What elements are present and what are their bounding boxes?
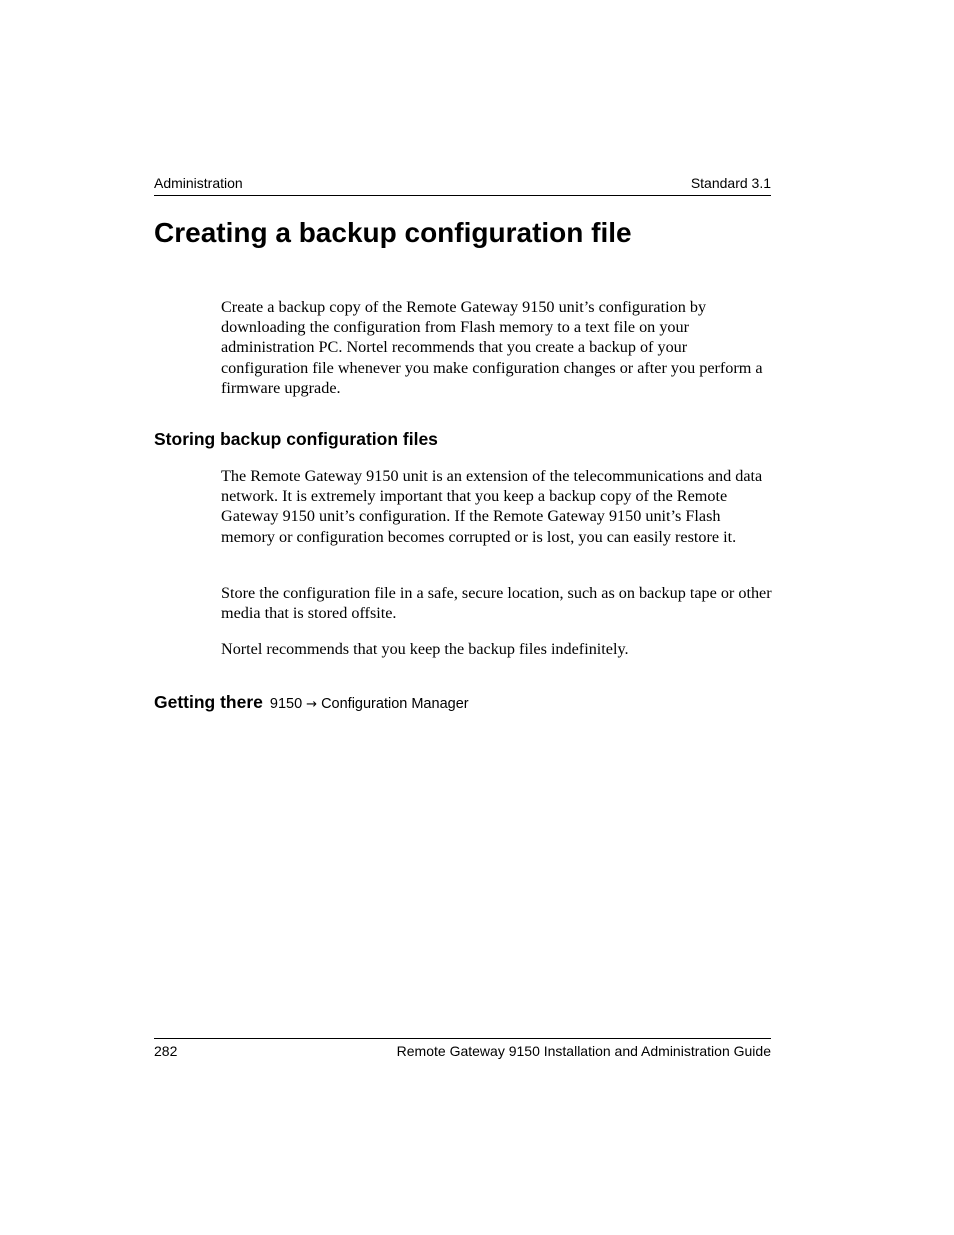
intro-paragraph: Create a backup copy of the Remote Gateway 9150 unit’s configuration by downloading the configuration from Flash memory to a text file on your administration PC. Nortel recommends that you create a backup of your configuration file whenever you make configuration changes or after you perform a firmware upgrade. bbox=[221, 298, 763, 397]
getting-there-block bbox=[154, 692, 469, 713]
header-section-name: Administration bbox=[154, 175, 243, 191]
path-end: Configuration Manager bbox=[321, 696, 469, 712]
header-standard-version: Standard 3.1 bbox=[690, 175, 771, 191]
getting-there-label: Getting there bbox=[154, 692, 263, 712]
page-title: Creating a backup configuration file bbox=[154, 217, 632, 248]
guide-title: Remote Gateway 9150 Installation and Administration Guide bbox=[396, 1043, 771, 1059]
section-heading: Storing backup configuration files bbox=[154, 429, 438, 449]
right-arrow-icon: → bbox=[306, 697, 318, 712]
navigation-path bbox=[270, 696, 469, 712]
section-paragraph-3: Nortel recommends that you keep the backup files indefinitely. bbox=[221, 640, 629, 658]
page-header bbox=[154, 174, 771, 196]
page-footer bbox=[154, 1038, 771, 1061]
path-start: 9150 bbox=[269, 696, 303, 712]
section-paragraph-2: Store the configuration file in a safe, secure location, such as on backup tape or other media that is stored offsite. bbox=[221, 584, 772, 623]
page-number: 282 bbox=[154, 1043, 178, 1059]
section-paragraph-1: The Remote Gateway 9150 unit is an extension of the telecommunications and data network. It is extremely important that you keep a backup copy of the Remote Gateway 9150 unit’s configuration. If the Remote Gateway 9150 unit’s Flash memory or configuration becomes corrupted or is lost, you can easily restore it. bbox=[221, 467, 763, 546]
